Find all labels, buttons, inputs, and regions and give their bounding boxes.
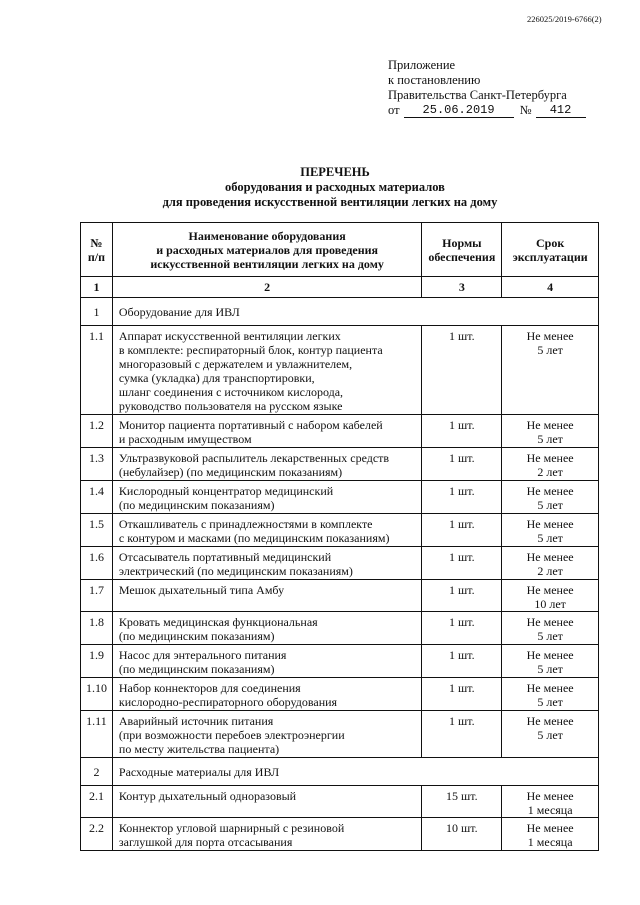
item-name-line: (при возможности перебоев электроэнергии — [118, 728, 345, 742]
item-name — [112, 326, 421, 415]
table-row — [81, 818, 599, 851]
item-name-line: (по медицинским показаниям) — [118, 662, 275, 676]
item-name-line: электрический (по медицинским показаниям) — [118, 564, 353, 578]
table-row — [81, 580, 599, 612]
column-number: 2 — [112, 277, 421, 298]
service-life-line: 5 лет — [537, 695, 563, 709]
item-name-line: Отсасыватель портативный медицинский — [118, 550, 332, 564]
item-name-line: Контур дыхательный одноразовый — [118, 789, 297, 803]
item-quantity: 1 шт. — [422, 547, 502, 580]
item-name-line: Мешок дыхательный типа Амбу — [118, 583, 285, 597]
service-life-line: 2 лет — [537, 465, 563, 479]
item-name — [112, 415, 421, 448]
column-number: 4 — [502, 277, 599, 298]
item-service-life — [502, 818, 599, 851]
item-name-line: кислородно-респираторного оборудования — [118, 695, 338, 709]
row-number: 1.7 — [81, 580, 113, 612]
item-name — [112, 547, 421, 580]
resolution-number: 412 — [536, 104, 586, 118]
item-name-line: заглушкой для порта отсасывания — [118, 835, 293, 849]
column-number: 3 — [422, 277, 502, 298]
item-service-life — [502, 326, 599, 415]
table-row — [81, 448, 599, 481]
number-label: № — [519, 103, 532, 117]
item-name-line: Оборудование для ИВЛ — [118, 305, 240, 319]
service-life-line: 1 месяца — [527, 835, 573, 849]
item-service-life — [502, 481, 599, 514]
header-term: Срок эксплуатации — [502, 223, 599, 277]
item-name — [112, 818, 421, 851]
service-life-line: 10 лет — [534, 597, 566, 611]
item-name-line: Откашливатель с принадлежностями в комплекте — [118, 517, 373, 531]
section-row — [81, 298, 599, 326]
appendix-block — [388, 58, 586, 118]
table-row — [81, 786, 599, 818]
service-life-line: 5 лет — [537, 498, 563, 512]
item-name-line: Коннектор угловой шарнирный с резиновой — [118, 821, 345, 835]
item-name — [112, 786, 421, 818]
item-quantity: 10 шт. — [422, 818, 502, 851]
row-number: 1.6 — [81, 547, 113, 580]
appendix-date-line — [388, 103, 586, 118]
item-quantity: 1 шт. — [422, 326, 502, 415]
item-quantity: 1 шт. — [422, 711, 502, 758]
item-quantity: 1 шт. — [422, 448, 502, 481]
service-life-line: Не менее — [526, 329, 574, 343]
item-service-life — [502, 547, 599, 580]
service-life-line: 5 лет — [537, 662, 563, 676]
item-name — [112, 448, 421, 481]
item-name-line: и расходным имуществом — [118, 432, 252, 446]
service-life-line: Не менее — [526, 583, 574, 597]
item-name-line: в комплекте: респираторный блок, контур пациента — [118, 343, 383, 357]
row-number: 2.2 — [81, 818, 113, 851]
item-name-line: Аппарат искусственной вентиляции легких — [118, 329, 341, 343]
item-name — [112, 580, 421, 612]
item-quantity: 1 шт. — [422, 645, 502, 678]
column-number: 1 — [81, 277, 113, 298]
service-life-line: Не менее — [526, 484, 574, 498]
service-life-line: Не менее — [526, 789, 574, 803]
row-number: 1.10 — [81, 678, 113, 711]
item-quantity: 1 шт. — [422, 612, 502, 645]
table-row — [81, 612, 599, 645]
header-name: Наименование оборудования и расходных материалов для проведения искусственной вентиляции легких на дому — [112, 223, 421, 277]
service-life-line: Не менее — [526, 517, 574, 531]
row-number: 1.5 — [81, 514, 113, 547]
table-header-row — [81, 223, 599, 277]
title-main: ПЕРЕЧЕНЬ — [300, 165, 370, 179]
row-number: 2 — [81, 758, 113, 786]
row-number: 1.2 — [81, 415, 113, 448]
item-quantity: 1 шт. — [422, 514, 502, 547]
service-life-line: 5 лет — [537, 531, 563, 545]
service-life-line: Не менее — [526, 418, 574, 432]
item-quantity: 15 шт. — [422, 786, 502, 818]
item-name — [112, 678, 421, 711]
section-title — [112, 298, 598, 326]
item-name — [112, 711, 421, 758]
item-name — [112, 514, 421, 547]
row-number: 1.11 — [81, 711, 113, 758]
service-life-line: Не менее — [526, 821, 574, 835]
row-number: 1.9 — [81, 645, 113, 678]
item-service-life — [502, 786, 599, 818]
item-name-line: Ультразвуковой распылитель лекарственных средств — [118, 451, 390, 465]
item-name — [112, 612, 421, 645]
table-row — [81, 481, 599, 514]
service-life-line: 2 лет — [537, 564, 563, 578]
row-number: 1.4 — [81, 481, 113, 514]
row-number: 1.8 — [81, 612, 113, 645]
item-name-line: Кислородный концентратор медицинский — [118, 484, 334, 498]
item-name — [112, 481, 421, 514]
item-service-life — [502, 711, 599, 758]
service-life-line: Не менее — [526, 615, 574, 629]
item-service-life — [502, 645, 599, 678]
appendix-line: к постановлению — [388, 73, 481, 87]
item-service-life — [502, 580, 599, 612]
item-name-line: шланг соединения с источником кислорода, — [118, 385, 344, 399]
service-life-line: 5 лет — [537, 629, 563, 643]
service-life-line: Не менее — [526, 451, 574, 465]
item-service-life — [502, 415, 599, 448]
item-name-line: сумка (укладка) для транспортировки, — [118, 371, 315, 385]
service-life-line: 5 лет — [537, 728, 563, 742]
table-row — [81, 415, 599, 448]
document-id: 226025/2019-6766(2) — [527, 14, 602, 24]
row-number: 2.1 — [81, 786, 113, 818]
item-name-line: с контуром и масками (по медицинским показаниям) — [118, 531, 390, 545]
item-name-line: Кровать медицинская функциональная — [118, 615, 318, 629]
from-label: от — [388, 103, 400, 117]
table-row — [81, 326, 599, 415]
section-title — [112, 758, 598, 786]
resolution-date: 25.06.2019 — [404, 104, 514, 118]
item-service-life — [502, 678, 599, 711]
item-name-line: Аварийный источник питания — [118, 714, 274, 728]
item-name-line: руководство пользователя на русском языке — [118, 399, 343, 413]
item-name-line: по месту жительства пациента) — [118, 742, 280, 756]
table-row — [81, 678, 599, 711]
item-service-life — [502, 448, 599, 481]
table-row — [81, 514, 599, 547]
item-name-line: (небулайзер) (по медицинским показаниям) — [118, 465, 343, 479]
item-name-line: Набор коннекторов для соединения — [118, 681, 301, 695]
item-name-line: многоразовый с держателем и увлажнителем, — [118, 357, 353, 371]
service-life-line: 5 лет — [537, 343, 563, 357]
item-name-line: Насос для энтерального питания — [118, 648, 287, 662]
table-body — [81, 298, 599, 851]
row-number: 1.3 — [81, 448, 113, 481]
item-quantity: 1 шт. — [422, 415, 502, 448]
item-service-life — [502, 612, 599, 645]
title-line: для проведения искусственной вентиляции легких на дому — [162, 195, 498, 209]
item-name — [112, 645, 421, 678]
table-row — [81, 645, 599, 678]
title-line: оборудования и расходных материалов — [225, 180, 445, 194]
section-row — [81, 758, 599, 786]
appendix-line: Правительства Санкт-Петербурга — [388, 88, 567, 102]
service-life-line: Не менее — [526, 648, 574, 662]
item-quantity: 1 шт. — [422, 481, 502, 514]
item-name-line: (по медицинским показаниям) — [118, 498, 275, 512]
item-name-line: (по медицинским показаниям) — [118, 629, 275, 643]
equipment-table — [80, 222, 599, 851]
row-number: 1.1 — [81, 326, 113, 415]
item-service-life — [502, 514, 599, 547]
table-row — [81, 711, 599, 758]
column-number-row — [81, 277, 599, 298]
item-quantity: 1 шт. — [422, 678, 502, 711]
row-number: 1 — [81, 298, 113, 326]
table-row — [81, 547, 599, 580]
item-name-line: Монитор пациента портативный с набором кабелей — [118, 418, 383, 432]
service-life-line: 1 месяца — [527, 803, 573, 817]
appendix-line: Приложение — [388, 58, 456, 72]
item-name-line: Расходные материалы для ИВЛ — [118, 765, 280, 779]
document-title — [0, 165, 640, 210]
service-life-line: Не менее — [526, 714, 574, 728]
header-num: № п/п — [81, 223, 113, 277]
header-qty: Нормы обеспечения — [422, 223, 502, 277]
item-quantity: 1 шт. — [422, 580, 502, 612]
service-life-line: Не менее — [526, 681, 574, 695]
service-life-line: Не менее — [526, 550, 574, 564]
service-life-line: 5 лет — [537, 432, 563, 446]
